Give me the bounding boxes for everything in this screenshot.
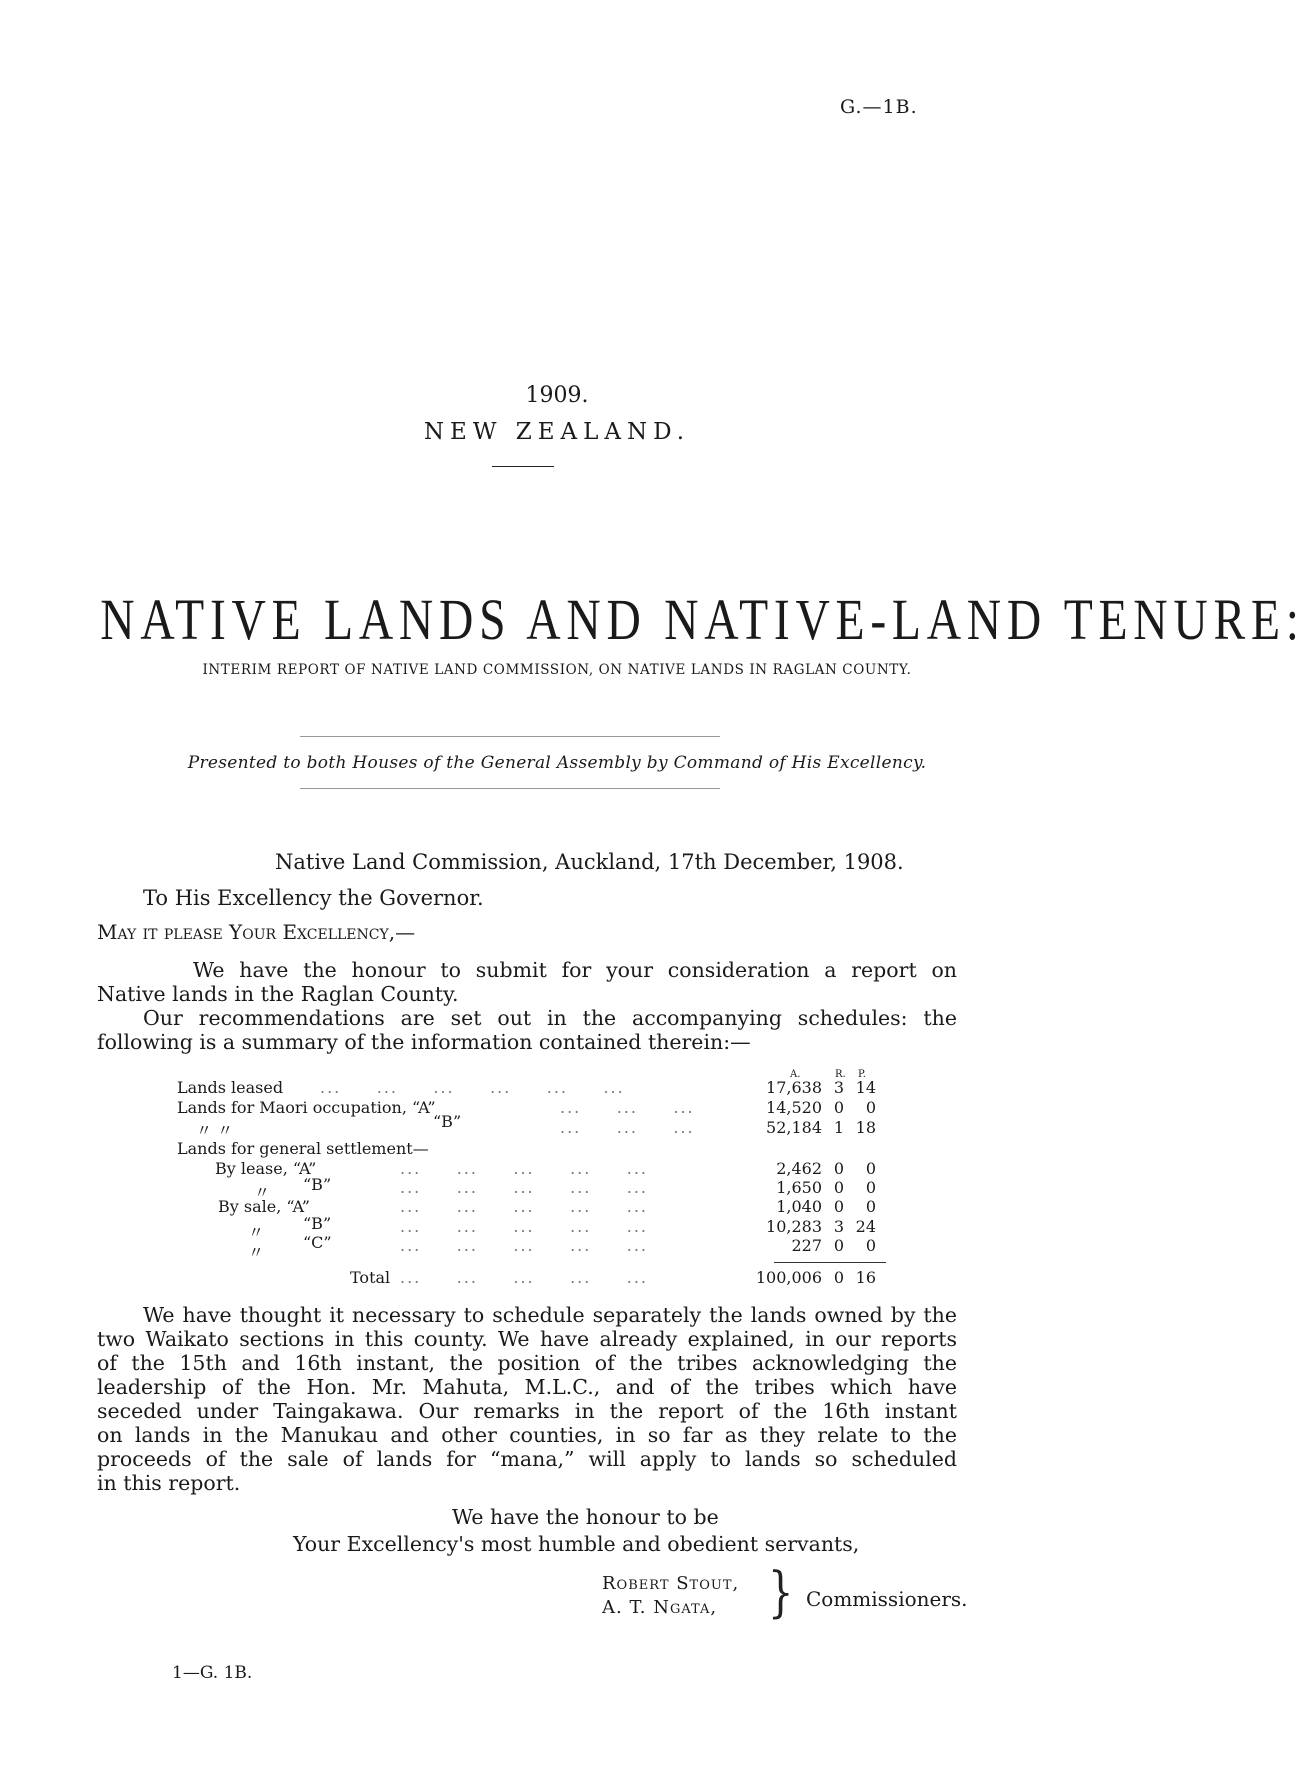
paragraph-3-line-2: two Waikato sections in this county. We have already explained, in our reports	[97, 1327, 957, 1351]
signatory-1: Robert Stout,	[602, 1573, 740, 1594]
perches-value: 0	[865, 1159, 876, 1178]
total-rule	[774, 1262, 886, 1263]
row-label: “B”	[303, 1214, 332, 1233]
roods-value: 0	[833, 1159, 844, 1178]
perches-value: 14	[855, 1078, 876, 1097]
acres-value: 14,520	[766, 1098, 822, 1117]
country-heading: NEW ZEALAND.	[423, 419, 691, 445]
roods-value: 3	[833, 1217, 844, 1236]
column-header-acres: A.	[790, 1069, 801, 1080]
leader-dots: ... ... ... ... ...	[400, 1217, 649, 1236]
row-label: “C”	[303, 1233, 332, 1252]
signatory-2: A. T. Ngata,	[602, 1597, 718, 1618]
perches-value: 0	[865, 1236, 876, 1255]
row-label: “B”	[303, 1175, 332, 1194]
roods-value: 0	[833, 1197, 844, 1216]
paragraph-3-line-4: leadership of the Hon. Mr. Mahuta, M.L.C., and of the tribes which have	[97, 1375, 957, 1399]
acres-value: 10,283	[766, 1217, 822, 1236]
row-label: By sale, “A”	[218, 1197, 310, 1216]
leader-dots: ... ... ... ... ...	[400, 1197, 649, 1216]
acres-value: 227	[791, 1236, 822, 1255]
acres-value: 2,462	[776, 1159, 822, 1178]
paragraph-3-line-5: seceded under Taingakawa. Our remarks in the report of the 16th instant	[97, 1399, 957, 1423]
closing-line-2: Your Excellency's most humble and obedient servants,	[293, 1532, 860, 1556]
ditto-mark: 〃	[254, 1183, 271, 1202]
paragraph-2-line-2: following is a summary of the information contained therein:—	[97, 1030, 751, 1054]
leader-dots: ... ... ... ... ...	[400, 1268, 649, 1287]
perches-value: 0	[865, 1197, 876, 1216]
row-label: Lands leased	[177, 1078, 284, 1097]
paragraph-3-line-1: We have thought it necessary to schedule separately the lands owned by the	[143, 1303, 957, 1327]
roods-value: 0	[833, 1098, 844, 1117]
document-title: NATIVE LANDS AND NATIVE-LAND TENURE:	[100, 587, 1305, 652]
total-perches: 16	[855, 1268, 876, 1287]
total-label: Total	[350, 1268, 391, 1287]
leader-dots: ... ... ...	[560, 1118, 695, 1137]
leader-dots: ... ... ... ... ...	[400, 1178, 649, 1197]
presented-line: Presented to both Houses of the General Assembly by Command of His Excellency.	[187, 753, 927, 773]
paragraph-3-line-7: proceeds of the sale of lands for “mana,” will apply to lands so scheduled	[97, 1447, 957, 1471]
paragraph-3-line-8: in this report.	[97, 1471, 241, 1495]
acres-value: 1,040	[776, 1197, 822, 1216]
perches-value: 18	[855, 1118, 876, 1137]
rule-below-presented	[300, 788, 720, 789]
total-acres: 100,006	[755, 1268, 822, 1287]
perches-value: 0	[865, 1178, 876, 1197]
acres-value: 52,184	[766, 1118, 822, 1137]
roods-value: 1	[833, 1118, 844, 1137]
perches-value: 24	[855, 1217, 876, 1236]
page-reference: 1—G. 1B.	[172, 1663, 253, 1683]
roods-value: 0	[833, 1178, 844, 1197]
title-divider	[492, 466, 554, 467]
leader-dots: ... ... ... ... ... ...	[320, 1078, 625, 1097]
acres-value: 1,650	[776, 1178, 822, 1197]
closing-line-1: We have the honour to be	[452, 1505, 719, 1529]
perches-value: 0	[865, 1098, 876, 1117]
ditto-mark: 〃	[248, 1243, 265, 1262]
paragraph-1-line-2: Native lands in the Raglan County.	[97, 982, 459, 1006]
document-subtitle: INTERIM REPORT OF NATIVE LAND COMMISSION, ON NATIVE LANDS IN RAGLAN COUNTY.	[202, 662, 912, 678]
place-date-line: Native Land Commission, Auckland, 17th December, 1908.	[275, 850, 904, 874]
acres-value: 17,638	[766, 1078, 822, 1097]
addressee: To His Excellency the Governor.	[143, 886, 484, 910]
roods-value: 3	[833, 1078, 844, 1097]
ditto-mark: 〃 〃	[196, 1121, 234, 1140]
column-header-roods: R.	[835, 1069, 846, 1080]
year: 1909.	[525, 383, 589, 408]
signatory-brace: }	[768, 1562, 794, 1625]
paragraph-3-line-6: on lands in the Manukau and other counties, in so far as they relate to the	[97, 1423, 957, 1447]
column-header-perches: P.	[858, 1069, 866, 1080]
ditto-mark: 〃	[248, 1223, 265, 1242]
rule-above-presented	[300, 736, 720, 737]
salutation: May it please Your Excellency,—	[97, 920, 416, 944]
leader-dots: ... ... ...	[560, 1098, 695, 1117]
document-reference: G.—1B.	[840, 96, 918, 118]
row-label: “B”	[433, 1112, 462, 1131]
leader-dots: ... ... ... ... ...	[400, 1236, 649, 1255]
row-label: Lands for general settlement—	[177, 1139, 429, 1158]
row-label: Lands for Maori occupation, “A”	[177, 1098, 436, 1117]
roods-value: 0	[833, 1236, 844, 1255]
paragraph-3-line-3: of the 15th and 16th instant, the position of the tribes acknowledging the	[97, 1351, 957, 1375]
paragraph-1-line-1: We have the honour to submit for your consideration a report on	[193, 958, 957, 982]
row-label: By lease, “A”	[215, 1159, 317, 1178]
signatory-role: Commissioners.	[806, 1587, 968, 1611]
leader-dots: ... ... ... ... ...	[400, 1159, 649, 1178]
paragraph-2-line-1: Our recommendations are set out in the accompanying schedules: the	[143, 1006, 957, 1030]
total-roods: 0	[833, 1268, 844, 1287]
